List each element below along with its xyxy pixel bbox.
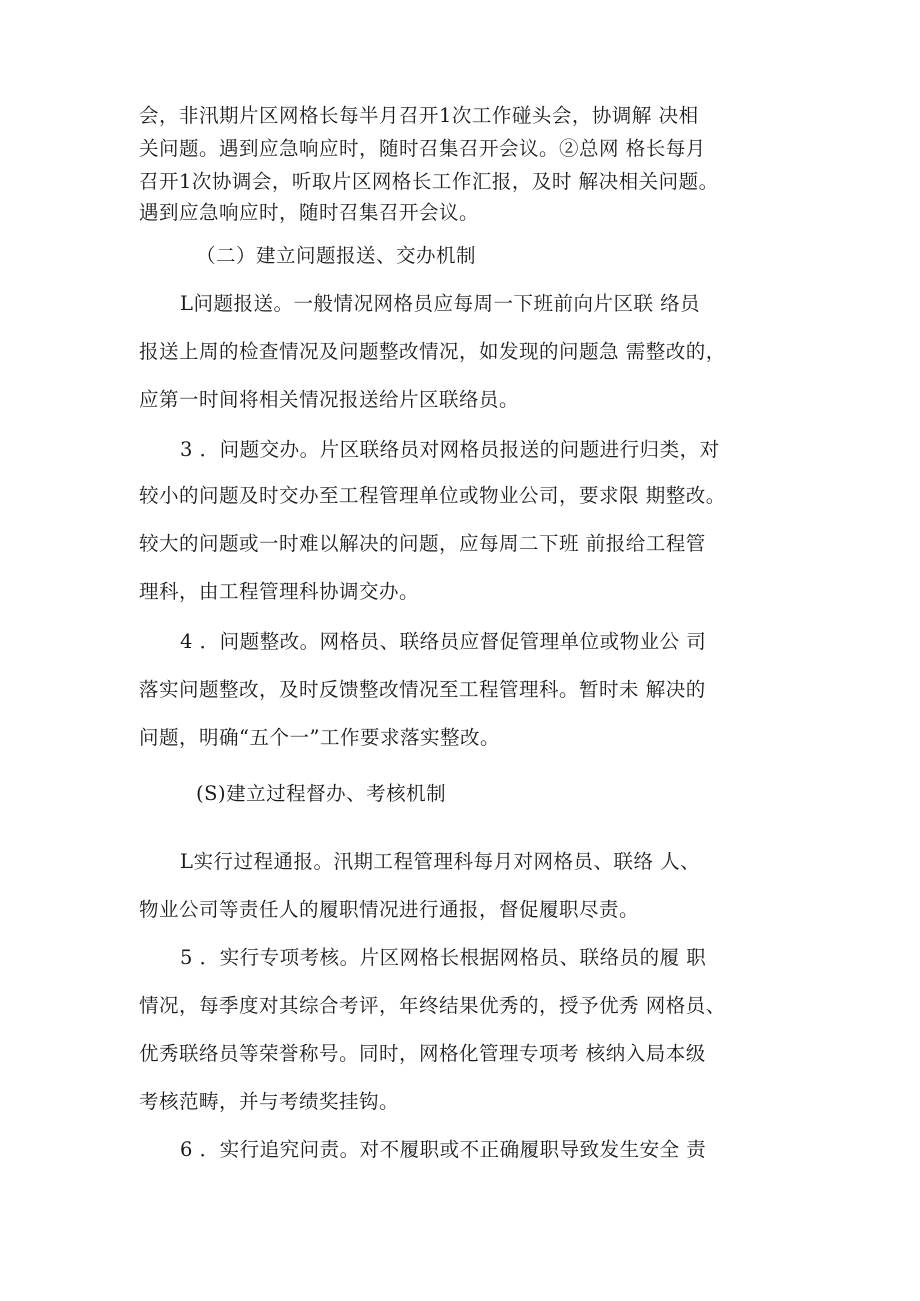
- paragraph-first-line: L问题报送。一般情况网格员应每周一下班前向片区联 络员: [180, 292, 701, 315]
- body-line: 较大的问题或一时难以解决的问题，应每周二下班 前报给工程管: [139, 532, 706, 555]
- paragraph-first-line: 5 ．实行专项考核。片区网格长根据网格员、联络员的履 职: [180, 946, 707, 969]
- body-line: 考核范畴，并与考绩奖挂钩。: [139, 1090, 400, 1113]
- paragraph-first-line: 6 ．实行追究问责。对不履职或不正确履职导致发生安全 责: [180, 1138, 707, 1161]
- paragraph-first-line: L实行过程通报。汛期工程管理科每月对网格员、联络 人、: [180, 850, 701, 873]
- body-line: 报送上周的检查情况及问题整改情况，如发现的问题急 需整改的，: [139, 340, 726, 363]
- body-line: 召开1次协调会，听取片区网格长工作汇报，及时 解决相关问题。: [139, 170, 719, 193]
- body-line: 关问题。遇到应急响应时，随时召集召开会议。②总网 格长每月: [139, 137, 706, 160]
- body-line: 理科，由工程管理科协调交办。: [139, 580, 420, 603]
- paragraph-first-line: 3 ．问题交办。片区联络员对网格员报送的问题进行归类，对: [180, 438, 720, 461]
- section-heading: (S)建立过程督办、考核机制: [196, 782, 447, 805]
- body-line: 落实问题整改，及时反馈整改情况至工程管理科。暂时未 解决的: [139, 678, 706, 701]
- body-line: 遇到应急响应时，随时召集召开会议。: [139, 201, 480, 224]
- body-line: 优秀联络员等荣誉称号。同时，网格化管理专项考 核纳入局本级: [139, 1042, 706, 1065]
- body-line: 情况，每季度对其综合考评，年终结果优秀的，授予优秀 网格员、: [139, 994, 726, 1017]
- section-heading: （二）建立问题报送、交办机制: [196, 244, 477, 267]
- body-line: 物业公司等责任人的履职情况进行通报，督促履职尽责。: [139, 898, 640, 921]
- paragraph-first-line: 4 ．问题整改。网格员、联络员应督促管理单位或物业公 司: [180, 630, 707, 653]
- body-line: 较小的问题及时交办至工程管理单位或物业公司，要求限 期整改。: [139, 484, 726, 507]
- body-line: 问题，明确“五个一”工作要求落实整改。: [139, 726, 500, 749]
- body-line: 应第一时间将相关情况报送给片区联络员。: [139, 388, 520, 411]
- body-line: 会，非汛期片区网格长每半月召开1次工作碰头会，协调解 决相: [139, 104, 699, 127]
